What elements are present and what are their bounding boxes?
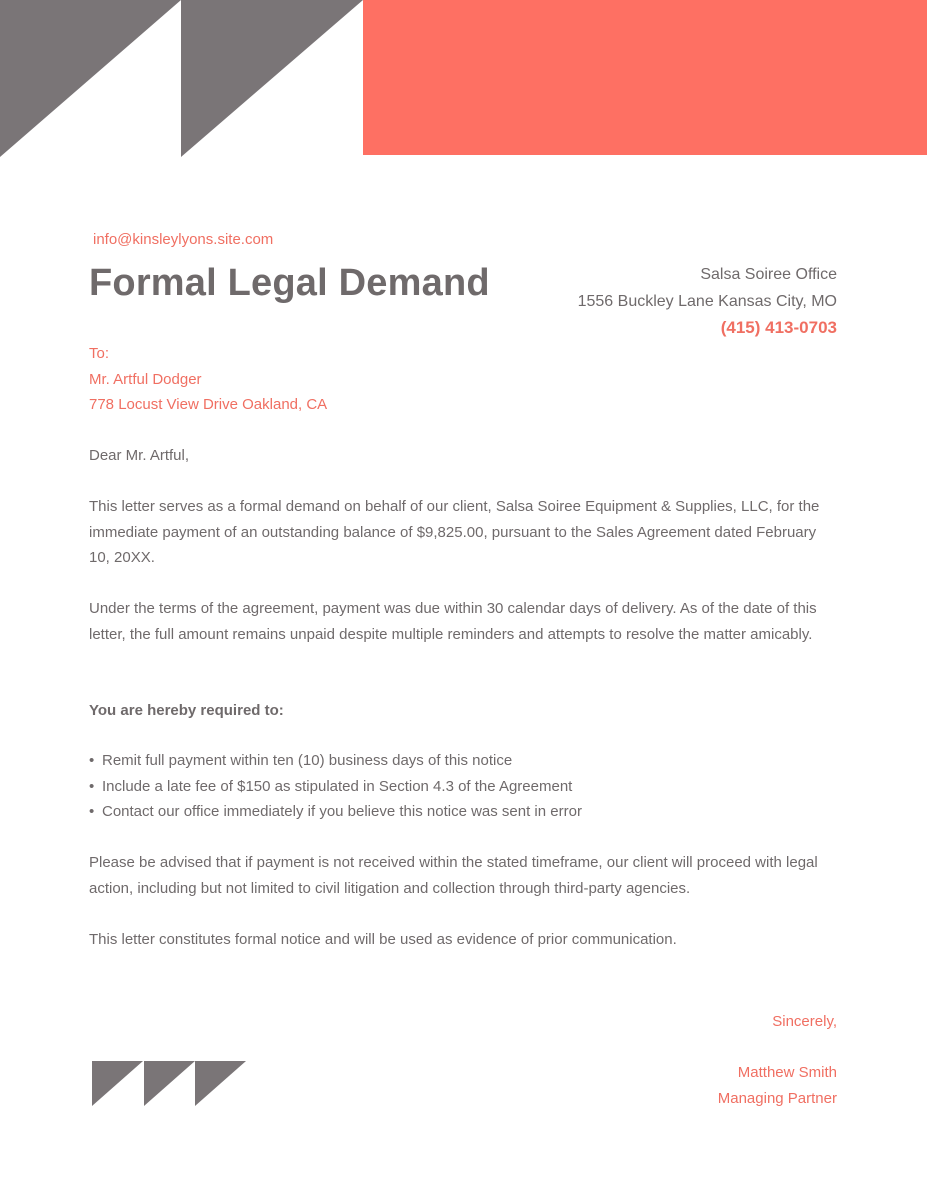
paragraph-1: This letter serves as a formal demand on behalf of our client, Salsa Soiree Equipment & Supplies, LLC, for the immediate payment of an outstanding balance of $9,825.00, pursuant to the Sales Agreement dated February 10, 20XX.	[89, 498, 820, 566]
sender-email: info@kinsleylyons.site.com	[93, 231, 274, 248]
footer-decoration	[92, 1061, 248, 1107]
paragraph-2: Under the terms of the agreement, payment was due within 30 calendar days of delivery. As of the date of this letter, the full amount remains unpaid despite multiple reminders and attempts to resolve the matter amicably.	[89, 600, 817, 643]
office-address: 1556 Buckley Lane Kansas City, MO	[577, 292, 837, 310]
signer-block	[718, 1060, 837, 1111]
gray-triangle	[144, 1061, 195, 1106]
paragraph-4: This letter constitutes formal notice and will be used as evidence of prior communication.	[89, 931, 677, 948]
office-block	[578, 262, 837, 342]
salutation: Dear Mr. Artful,	[89, 447, 190, 464]
signoff: Sincerely,	[772, 1013, 837, 1030]
gray-triangle-left	[0, 0, 181, 157]
gray-triangle-right	[181, 0, 363, 157]
list-item: • Include a late fee of $150 as stipulated in Section 4.3 of the Agreement	[89, 774, 841, 800]
recipient-name: Mr. Artful Dodger	[89, 370, 202, 388]
list-item: • Contact our office immediately if you believe this notice was sent in error	[89, 799, 841, 825]
signer-position: Managing Partner	[717, 1089, 837, 1107]
paragraph-3: Please be advised that if payment is not received within the stated timeframe, our client will proceed with legal action, including but not limited to civil litigation and collection through third-party agencies.	[89, 854, 818, 897]
list-item: • Remit full payment within ten (10) business days of this notice	[89, 748, 841, 774]
office-name: Salsa Soiree Office	[700, 266, 837, 283]
office-phone: (415) 413-0703	[720, 318, 837, 337]
header-decoration	[0, 0, 927, 160]
recipient-address: 778 Locust View Drive Oakland, CA	[89, 396, 328, 413]
gray-triangle	[195, 1061, 246, 1106]
coral-banner	[363, 0, 927, 155]
recipient-block	[89, 341, 327, 418]
signer-name: Matthew Smith	[737, 1064, 837, 1081]
page-title: Formal Legal Demand	[89, 262, 490, 304]
requirements-heading: You are hereby required to:	[89, 702, 284, 719]
recipient-label: To:	[89, 345, 110, 362]
gray-triangle	[92, 1061, 143, 1106]
requirements-list	[89, 748, 841, 825]
